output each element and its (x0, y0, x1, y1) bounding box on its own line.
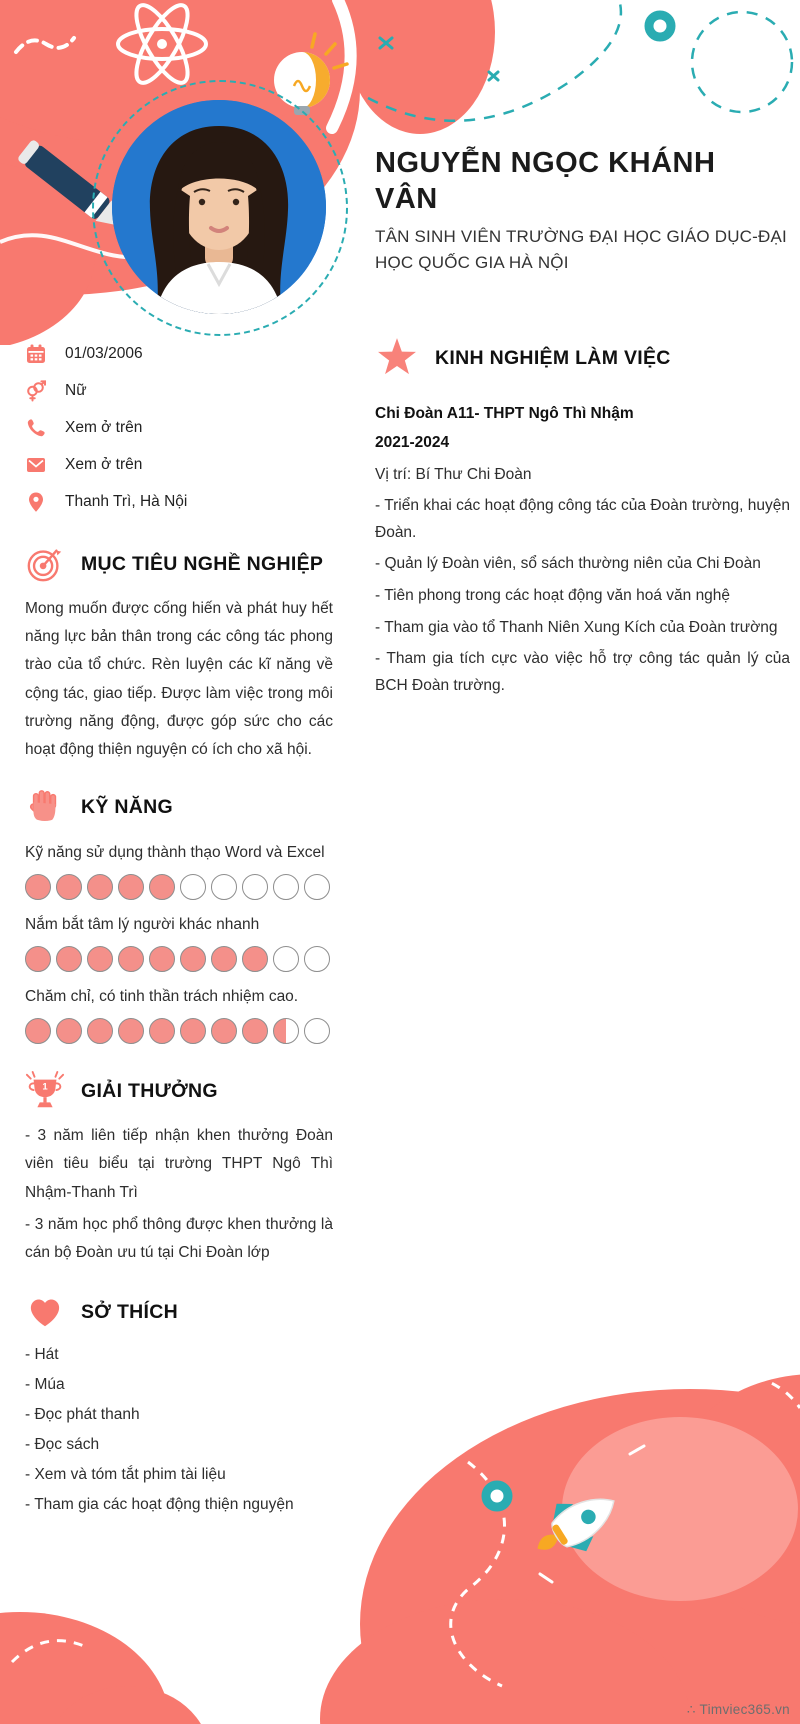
email-icon (25, 454, 47, 476)
heart-icon (25, 1291, 65, 1333)
skill-dot (304, 1018, 330, 1044)
svg-text:1: 1 (42, 1081, 48, 1093)
skill-dot (242, 874, 268, 900)
hobby-item: - Xem và tóm tắt phim tài liệu (25, 1466, 226, 1484)
skills-heading: KỸ NĂNG (81, 795, 174, 818)
hobby-item: - Đọc sách (25, 1436, 100, 1454)
skill-dot (242, 946, 268, 972)
personal-info-list (25, 342, 333, 513)
experience-period: 2021-2024 (375, 433, 450, 451)
person-name: NGUYỄN NGỌC KHÁNH VÂN (375, 147, 716, 215)
skill-dot (25, 946, 51, 972)
hobbies-heading: SỞ THÍCH (81, 1300, 179, 1323)
skill-dot (118, 874, 144, 900)
info-row-address (25, 490, 333, 513)
objective-section-header (25, 543, 333, 585)
trophy-icon (25, 1070, 65, 1112)
skill-level-dots (25, 1018, 333, 1044)
skill-dot (87, 874, 113, 900)
gender-icon (25, 380, 47, 402)
experience-heading: KINH NGHIỆM LÀM VIỆC (435, 346, 671, 369)
hobby-item: - Hát (25, 1346, 59, 1364)
avatar (112, 100, 326, 314)
gender-value: Nữ (65, 381, 87, 399)
skill-dot (25, 874, 51, 900)
hand-icon (25, 786, 65, 828)
person-title: TÂN SINH VIÊN TRƯỜNG ĐẠI HỌC GIÁO DỤC-ĐẠI HỌC QUỐC GIA HÀ NỘI (375, 227, 787, 273)
donut-circle-icon (649, 15, 671, 37)
skill-dot (149, 1018, 175, 1044)
skill-dot (273, 946, 299, 972)
skill-dot (180, 946, 206, 972)
skill-dot (273, 874, 299, 900)
skill-dot (211, 874, 237, 900)
skill-dot (118, 946, 144, 972)
skill-dot (273, 1018, 299, 1044)
skill-item (25, 844, 333, 900)
awards-heading: GIẢI THƯỞNG (81, 1079, 218, 1102)
experience-entry (375, 402, 790, 700)
skill-dot (87, 946, 113, 972)
address-value: Thanh Trì, Hà Nội (65, 492, 188, 510)
profile-photo (112, 100, 326, 314)
hobby-item: - Múa (25, 1376, 65, 1394)
hobby-list (25, 1343, 333, 1517)
skill-dot (56, 946, 82, 972)
info-row-gender (25, 379, 333, 402)
info-row-phone (25, 416, 333, 439)
skill-level-dots (25, 874, 333, 900)
calendar-icon (25, 343, 47, 365)
skills-section-header (25, 786, 333, 828)
star-icon (375, 336, 419, 380)
experience-detail: - Triển khai các hoạt động công tác của Đoàn trường, huyện Đoàn. (375, 496, 790, 541)
skill-dot (87, 1018, 113, 1044)
experience-organization: Chi Đoàn A11- THPT Ngô Thì Nhậm (375, 405, 634, 422)
awards-section-header (25, 1070, 333, 1112)
skill-label: Kỹ năng sử dụng thành thạo Word và Excel (25, 844, 325, 862)
skill-dot (25, 1018, 51, 1044)
skill-dot (180, 874, 206, 900)
skill-label: Nắm bắt tâm lý người khác nhanh (25, 916, 260, 934)
phone-value: Xem ở trên (65, 418, 143, 436)
hobbies-section-header (25, 1291, 333, 1333)
target-icon (25, 543, 65, 585)
skill-dot (242, 1018, 268, 1044)
experience-detail: - Tiên phong trong các hoạt động văn hoá văn nghệ (375, 586, 731, 604)
skill-item (25, 916, 333, 972)
skill-label: Chăm chỉ, có tinh thần trách nhiệm cao. (25, 988, 299, 1006)
email-value: Xem ở trên (65, 455, 143, 473)
birthday-value: 01/03/2006 (65, 344, 143, 362)
skill-dot (304, 946, 330, 972)
location-icon (25, 491, 47, 513)
skill-dot (211, 1018, 237, 1044)
experience-detail: - Quản lý Đoàn viên, sổ sách thường niên của Chi Đoàn (375, 555, 761, 573)
skill-level-dots (25, 946, 333, 972)
skill-dot (180, 1018, 206, 1044)
experience-detail: - Tham gia tích cực vào việc hỗ trợ công tác quản lý của BCH Đoàn trường. (375, 650, 790, 694)
skill-dot (211, 946, 237, 972)
skill-dot (56, 874, 82, 900)
watermark-link[interactable]: ∴ Timviec365.vn (686, 1702, 790, 1717)
award-item: - 3 năm liên tiếp nhận khen thưởng Đoàn viên tiêu biểu tại trường THPT Ngô Thì Nhậm-Thanh Trì (25, 1127, 333, 1201)
phone-icon (25, 417, 47, 439)
donut-circle-icon (486, 1485, 508, 1507)
skill-dot (56, 1018, 82, 1044)
experience-position: Vị trí: Bí Thư Chi Đoàn (375, 465, 532, 483)
skill-item (25, 988, 333, 1044)
experience-section-header (375, 336, 790, 380)
skill-dot (304, 874, 330, 900)
award-item: - 3 năm học phổ thông được khen thưởng là cán bộ Đoàn ưu tú tại Chi Đoàn lớp (25, 1215, 333, 1262)
skill-dot (149, 946, 175, 972)
skill-dot (149, 874, 175, 900)
info-row-birthday (25, 342, 333, 365)
objective-text: Mong muốn được cống hiến và phát huy hết năng lực bản thân trong các công tác phong trào của tổ chức. Rèn luyện các kĩ năng về cộng tác, giao tiếp. Được làm việc trong môi trường năng động, được góp sức cho các hoạt động thiện nguyện có ích cho xã hội. (25, 600, 333, 759)
experience-detail: - Tham gia vào tổ Thanh Niên Xung Kích của Đoàn trường (375, 618, 778, 636)
objective-heading: MỤC TIÊU NGHỀ NGHIỆP (81, 552, 324, 575)
info-row-email (25, 453, 333, 476)
hobby-item: - Đọc phát thanh (25, 1406, 140, 1424)
skill-dot (118, 1018, 144, 1044)
hobby-item: - Tham gia các hoạt động thiện nguyện (25, 1496, 294, 1514)
